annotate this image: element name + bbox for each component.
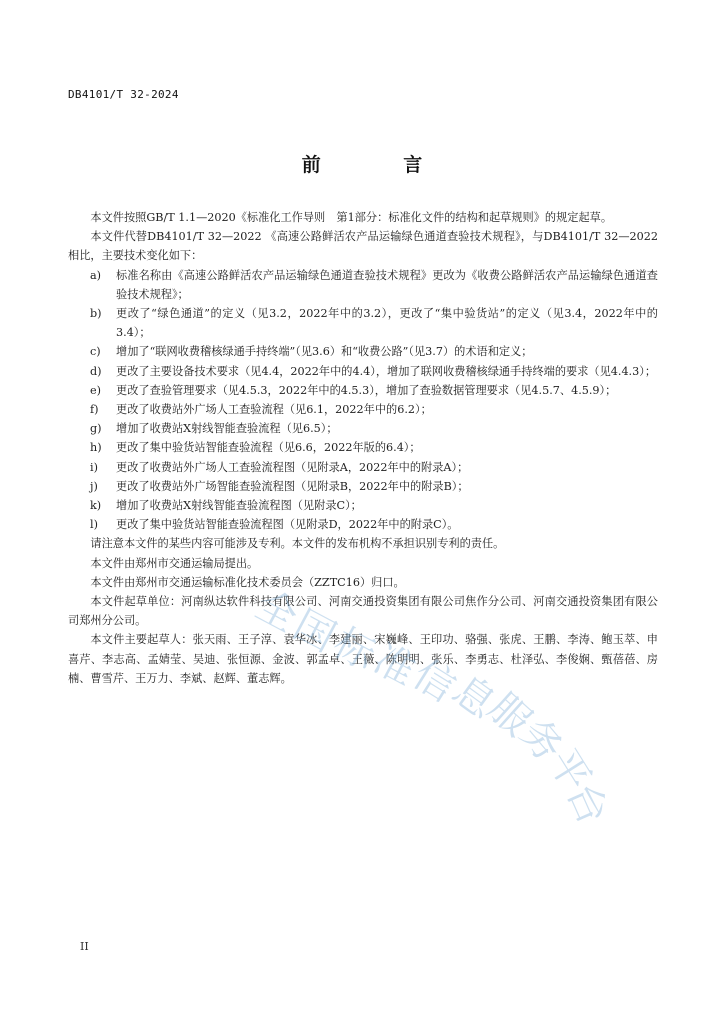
document-code: DB4101/T 32-2024	[68, 88, 179, 101]
list-item	[68, 496, 658, 515]
watermark-char: 信	[404, 651, 464, 712]
list-item-mark: k)	[90, 499, 102, 513]
document-body	[68, 208, 658, 688]
list-item	[68, 419, 658, 438]
list-item-text: 更改了集中验货站智能查验流程图（见附录D，2022年中的附录C）。	[116, 518, 459, 532]
paragraph-patent-notice: 请注意本文件的某些内容可能涉及专利。本文件的发布机构不承担识别专利的责任。	[90, 537, 505, 551]
list-item-mark: a)	[90, 268, 102, 282]
list-item-text: 标准名称由《高速公路鲜活农产品运输绿色通道查验技术规程》更改为《收费公路鲜活农产品运输绿色通道查验技术规程》；	[116, 268, 658, 301]
list-item-text: 增加了收费站X射线智能查验流程图（见附录C）；	[116, 499, 362, 513]
list-item	[68, 438, 658, 457]
page-title: 前 言	[301, 154, 461, 176]
list-item	[68, 458, 658, 477]
list-item-text: 更改了“绿色通道”的定义（见3.2，2022年中的3.2），更改了“集中验货站”的定义（见3.4，2022年中的3.4）；	[116, 307, 658, 340]
list-item	[68, 400, 658, 419]
watermark-char: 务	[510, 710, 572, 771]
list-item-mark: d)	[90, 364, 102, 378]
paragraph-basis: 本文件按照GB/T 1.1—2020《标准化工作导则 第1部分：标准化文件的结构和起草规则》的规定起草。	[90, 211, 613, 224]
page-number: II	[80, 940, 89, 953]
list-item-mark: e)	[90, 383, 101, 397]
list-item-text: 增加了收费站X射线智能查验流程（见6.5）；	[116, 422, 338, 436]
list-item-text: 更改了收费站外广场智能查验流程图（见附录B，2022年中的附录B）；	[116, 479, 469, 493]
list-item	[68, 515, 658, 534]
list-item	[68, 381, 658, 400]
list-item-mark: g)	[90, 422, 102, 436]
watermark-char: 息	[444, 666, 504, 728]
watermark-char: 标	[325, 619, 383, 680]
list-item-text: 增加了“联网收费稽核绿通手持终端”（见3.6）和“收费公路”（见3.7）的术语和定义；	[116, 345, 533, 359]
watermark-char: 台	[557, 776, 616, 832]
list-item	[68, 477, 658, 496]
paragraph-proposer: 本文件由郑州市交通运输局提出。	[90, 556, 259, 570]
list-item-text: 更改了收费站外广场人工查验流程图（见附录A，2022年中的附录A）；	[116, 460, 469, 474]
watermark-char: 平	[538, 741, 600, 800]
paragraph-committee: 本文件由郑州市交通运输标准化技术委员会（ZZTC16）归口。	[90, 575, 405, 589]
watermark-char: 全	[247, 581, 305, 642]
paragraph-replaces: 本文件代替DB4101/T 32—2022 《高速公路鲜活农产品运输绿色通道查验技术规程》，与DB4101/T 32—2022相比，主要技术变化如下：	[68, 230, 658, 263]
list-item-mark: i)	[90, 460, 98, 474]
watermark-char: 准	[365, 635, 423, 696]
watermark-char: 国	[285, 601, 343, 662]
list-item-mark: f)	[90, 403, 99, 417]
list-item	[68, 362, 658, 381]
list-item-mark: c)	[90, 345, 101, 359]
paragraph-drafting-units: 本文件起草单位：河南纵达软件科技有限公司、河南交通投资集团有限公司焦作分公司、河南交通投资集团有限公司郑州分公司。	[68, 595, 658, 628]
list-item-mark: b)	[90, 307, 102, 321]
list-item	[68, 304, 658, 342]
list-item	[68, 266, 658, 304]
list-item-text: 更改了集中验货站智能查验流程（见6.6，2022年版的6.4）；	[116, 441, 421, 455]
list-item-text: 更改了收费站外广场人工查验流程（见6.1，2022年中的6.2）；	[116, 403, 432, 417]
changes-list	[68, 266, 658, 535]
list-item-mark: j)	[90, 479, 98, 493]
list-item-mark: h)	[90, 441, 102, 455]
list-item-mark: l)	[90, 518, 98, 532]
list-item-text: 更改了查验管理要求（见4.5.3，2022年中的4.5.3），增加了查验数据管理要求（见4.5.7、4.5.9）；	[116, 383, 617, 397]
list-item-text: 更改了主要设备技术要求（见4.4，2022年中的4.4），增加了联网收费稽核绿通手持终端的要求（见4.4.3）；	[116, 364, 657, 378]
list-item	[68, 342, 658, 361]
paragraph-drafters: 本文件主要起草人：张天雨、王子淳、袁华冰、李建丽、宋巍峰、王印功、骆强、张虎、王鹏、李涛、鲍玉萃、申喜芹、李志高、孟婧莹、吴迪、张恒源、金波、郭孟卓、王薇、陈明明、张乐、李勇志、杜泽弘、李俊娴、甄蓓蓓、房楠、曹雪芹、王万力、李斌、赵辉、董志辉。	[68, 633, 658, 685]
watermark-char: 服	[479, 684, 540, 746]
